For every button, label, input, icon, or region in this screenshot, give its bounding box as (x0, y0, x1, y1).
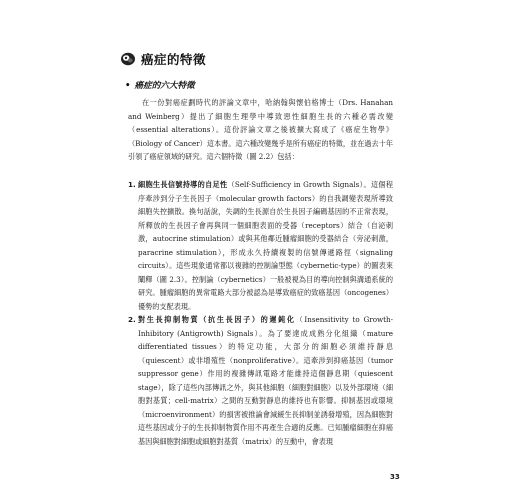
list-item (128, 313, 393, 448)
item-number: 2. (128, 315, 136, 324)
item-text: （Self-Sufficiency in Growth Signals）。這個程序牽涉到分子生長因子（molecular growth factors）的自我調變表現所導致細胞失控擴散。換句話說，失調的生長源自於生長因子編碼基因的不正常表現，所釋放的生長因子會再與同一個細胞表面的受器（receptors）結合（自泌刺激，autocrine stimulation）或與其他鄰近腫瘤細胞的受器結合（旁泌刺激，paracrine stimulation），形成永久持續複製的信號傳遞路徑（signaling circuits）。這些現象通常都以複雜的控制論型態（cybernetic-type）的圖表來闡釋（圖 2.3）。控制論（cybernetics）一般被視為目的導向控制與溝通系統的研究。腫瘤細胞的異常電路大部分被認為是導致癌症的致癌基因（oncogenes）優勢的支配表現。 (138, 180, 393, 311)
page-number: 33 (390, 473, 400, 481)
section-heading (120, 50, 206, 68)
subsection-title: 癌症的六大特徵 (134, 81, 195, 91)
item-lead: 細胞生長信號持導的自足性 (138, 180, 228, 189)
item-text: （Insensitivity to Growth-Inhibitory (Antigrowth) Signals）。為了要達成成熟分化組織（mature differentiated tissues）的特定功能，大部分的細胞必須維持靜息（quiescent）或非增殖性（nonproliferative）。這牽涉到抑癌基因（tumor suppressor gene）作用的複雜傳訊電路才能維持這個靜息期（quiescent stage），除了這些內部傳訊之外，與其他細胞（細胞對細胞）以及外部環境（細胞對基質；cell-matrix）之間的互動對靜息的維持也有影響。抑制基因或環境（microenvironment）的損害被推論會減緩生長抑制並誘發增殖，因為細胞對這些基因或分子的生長抑制物質作用不再產生合適的反應。已知腫瘤細胞在抑癌基因與細胞對細胞或細胞對基質（matrix）的互動中，會表現 (138, 315, 393, 446)
intro-text: 在一份對癌症劃時代的評論文章中，哈納翰與懷伯格博士（Drs. Hanahan and Weinberg）提出了細胞生理學中導致惡性細胞生長的六種必需改變（essential alterations）。這份評論文章之後被擴大寫成了《癌症生物學》（Biology of Cancer）這本書。這六種改變幾乎是所有癌症的特徵，並在過去十年引領了癌症領域的研究。這六個特徵（圖 2.2）包括： (128, 98, 393, 161)
list-item (128, 178, 393, 313)
item-number: 1. (128, 180, 136, 189)
section-title: 癌症的特徵 (141, 52, 207, 67)
bullet-icon: • (125, 81, 131, 91)
intro-paragraph (128, 96, 393, 164)
item-lead: 對生長抑制物質（抗生長因子）的遲鈍化 (138, 315, 296, 324)
hallmarks-list (128, 178, 393, 448)
cell-icon (120, 51, 136, 67)
subsection-heading (125, 79, 195, 91)
